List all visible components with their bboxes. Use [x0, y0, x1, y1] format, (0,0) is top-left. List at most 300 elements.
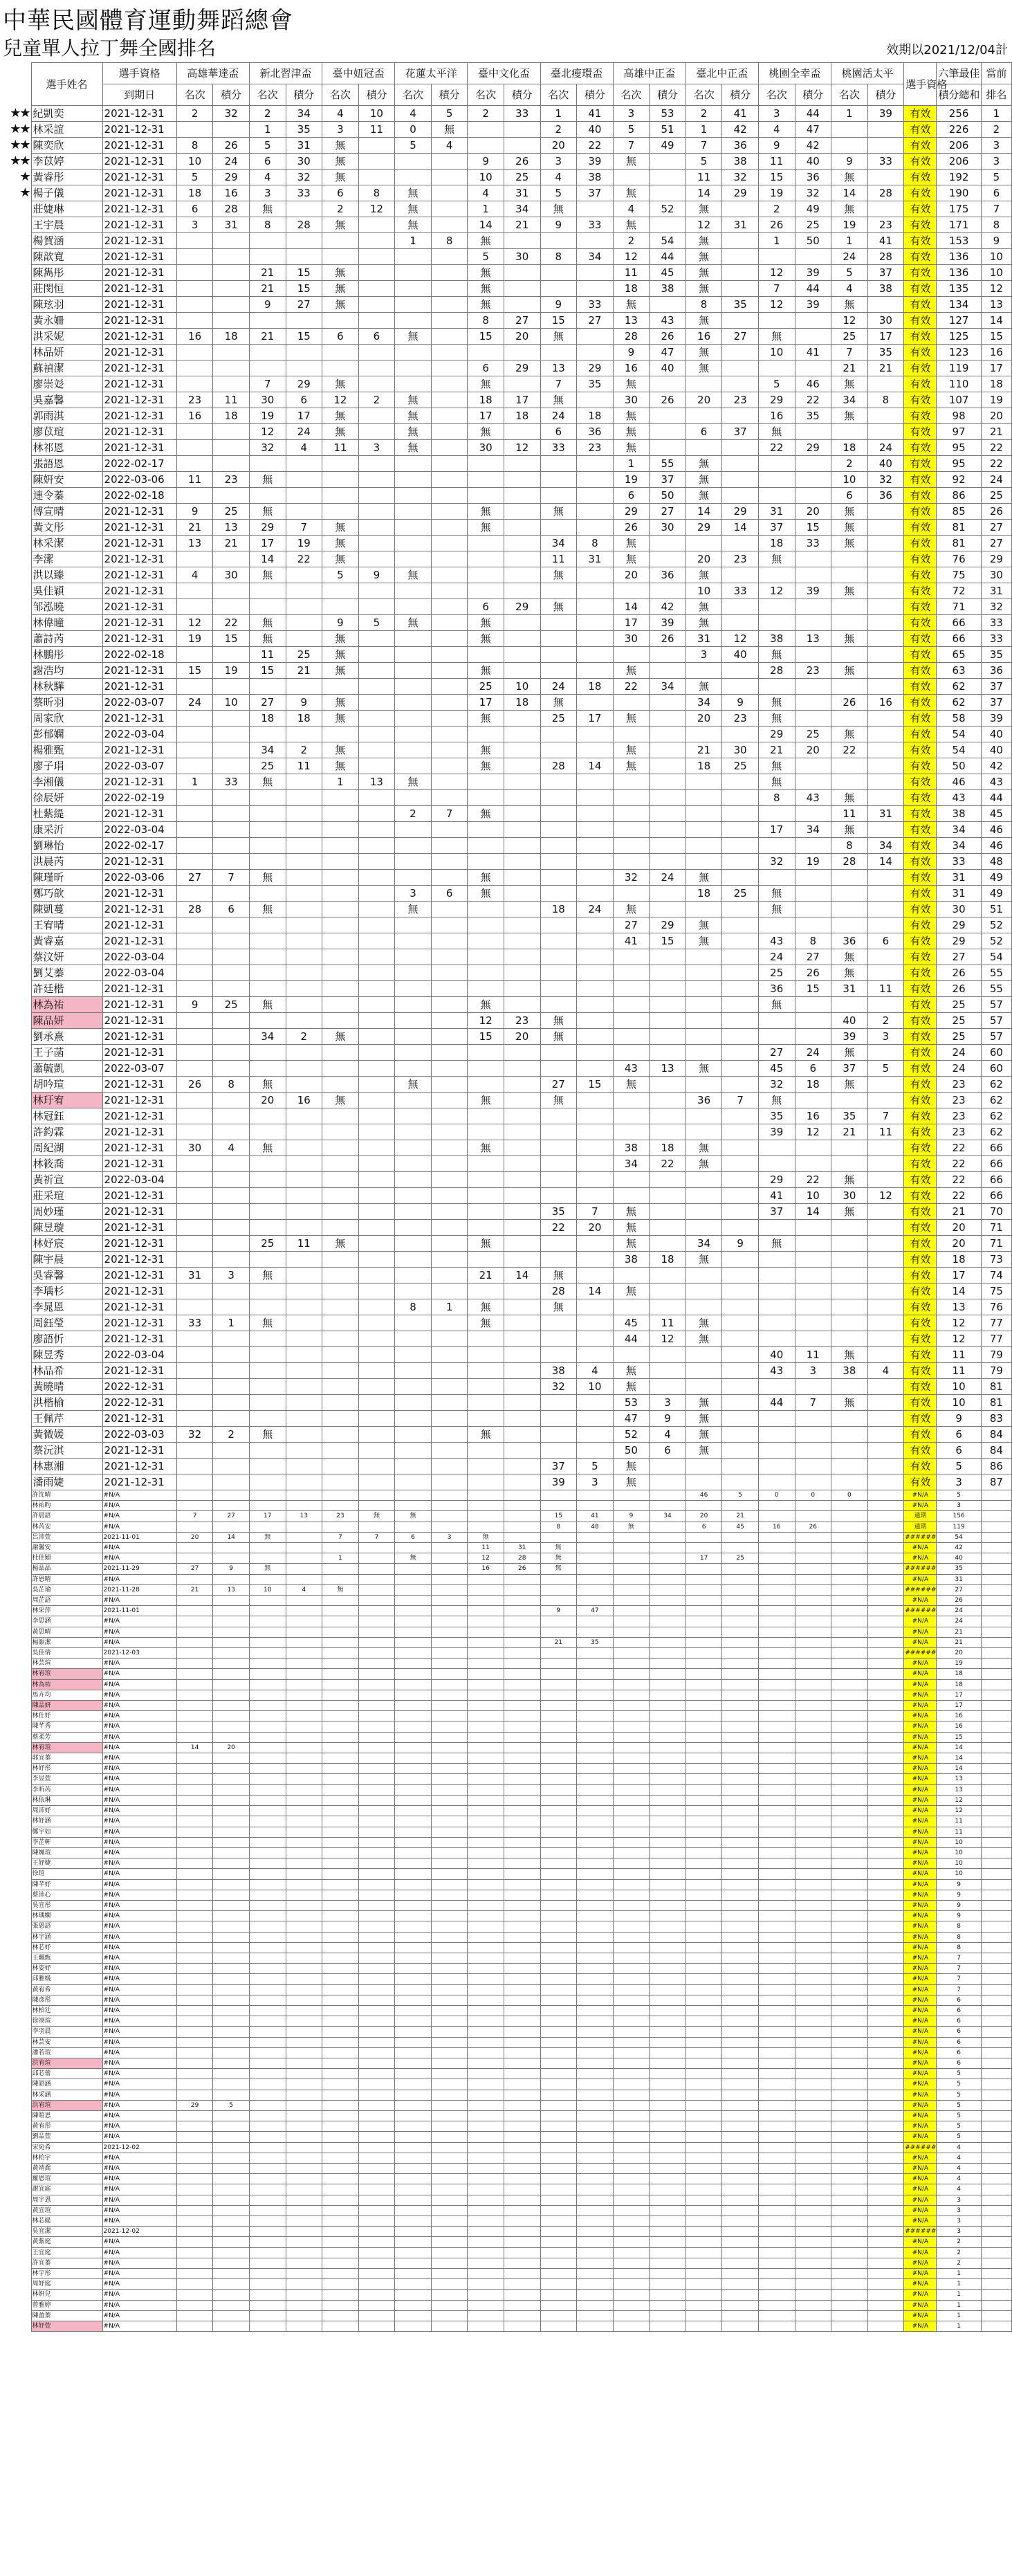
- event-rank: 無: [540, 599, 577, 615]
- event-rank: [249, 2184, 286, 2195]
- event-rank: [540, 2090, 577, 2100]
- qual-date: 2021-12-31: [102, 1220, 176, 1236]
- event-score: [431, 1172, 468, 1188]
- event-rank: [249, 1411, 286, 1427]
- event-score: [504, 2090, 540, 2100]
- event-score: [504, 1837, 540, 1847]
- current-rank: 70: [981, 1204, 1011, 1220]
- best6-total: 3: [937, 2216, 981, 2227]
- event-score: 27: [213, 1511, 250, 1522]
- event-rank: 無: [540, 201, 577, 217]
- current-rank: [981, 2310, 1011, 2321]
- event-rank: [395, 1900, 432, 1910]
- event-rank: 32: [540, 1379, 577, 1395]
- event-rank: 無: [613, 536, 650, 551]
- event-rank: [758, 1459, 795, 1474]
- event-rank: [322, 1900, 359, 1910]
- qualification-status: 有效: [904, 663, 937, 679]
- event-score: [867, 1379, 904, 1395]
- event-rank: [322, 2005, 359, 2016]
- event-rank: [322, 965, 359, 981]
- event-rank: [176, 2016, 213, 2027]
- event-score: [650, 1637, 686, 1647]
- event-score: [867, 122, 904, 138]
- table-row: [0, 2027, 1012, 2037]
- event-rank: 1: [322, 1553, 359, 1564]
- best6-total: 14: [937, 1753, 981, 1764]
- event-rank: [758, 1284, 795, 1299]
- event-rank: [831, 2121, 868, 2132]
- event-score: [431, 1921, 468, 1932]
- event-rank: 17: [468, 695, 504, 711]
- event-score: [213, 1827, 250, 1837]
- score-subheader: 積分: [795, 84, 831, 106]
- event-score: [358, 2174, 395, 2184]
- player-name: 林芸瑄: [31, 1659, 102, 1669]
- event-rank: [395, 981, 432, 997]
- table-row: [0, 154, 1012, 170]
- event-score: [577, 2164, 614, 2174]
- event-rank: [176, 1236, 213, 1252]
- best6-total: 17: [937, 1690, 981, 1700]
- current-rank: 71: [981, 1236, 1011, 1252]
- best6-total: 8: [937, 1921, 981, 1932]
- event-rank: [468, 1721, 504, 1732]
- event-score: [795, 456, 831, 472]
- event-rank: 30: [176, 1140, 213, 1156]
- qual-date: 2021-11-29: [102, 1564, 176, 1574]
- event-score: [358, 2310, 395, 2321]
- event-score: [722, 933, 759, 949]
- best6-total: 127: [937, 313, 981, 329]
- table-row: [0, 1827, 1012, 1837]
- event-rank: [540, 631, 577, 647]
- best6-total: 1: [937, 2290, 981, 2300]
- event-rank: 14: [249, 551, 286, 567]
- event-rank: 8: [758, 790, 795, 806]
- star-marks: [0, 838, 31, 854]
- qual-date: 2021-12-31: [102, 679, 176, 695]
- star-marks: [0, 981, 31, 997]
- event-rank: [249, 1606, 286, 1616]
- event-rank: 17: [613, 615, 650, 631]
- event-rank: 1: [322, 774, 359, 790]
- current-rank: 62: [981, 1108, 1011, 1124]
- qualification-status: 有效: [904, 1427, 937, 1443]
- event-score: [431, 1061, 468, 1077]
- event-rank: 30: [613, 631, 650, 647]
- qual-date: 2022-03-06: [102, 472, 176, 488]
- event-header: 花蓮太平洋: [395, 63, 468, 84]
- event-score: [795, 1459, 831, 1474]
- table-row: [0, 1764, 1012, 1774]
- table-row: [0, 265, 1012, 281]
- event-rank: 無: [395, 185, 432, 201]
- event-rank: 無: [395, 567, 432, 583]
- event-score: 無: [358, 1511, 395, 1522]
- event-rank: [686, 2164, 722, 2174]
- event-score: [650, 2142, 686, 2153]
- event-score: [504, 742, 540, 758]
- event-score: 33: [795, 536, 831, 551]
- event-score: [650, 170, 686, 185]
- event-score: [431, 1900, 468, 1910]
- event-score: [213, 2247, 250, 2258]
- event-rank: [249, 2100, 286, 2110]
- event-score: [795, 2279, 831, 2290]
- event-rank: 無: [540, 329, 577, 345]
- event-score: [867, 1847, 904, 1858]
- event-score: [431, 2121, 468, 2132]
- event-rank: [686, 1869, 722, 1879]
- qualification-status: 有效: [904, 424, 937, 440]
- player-name: 林芮安: [31, 1522, 102, 1532]
- event-score: [577, 774, 614, 790]
- event-rank: [395, 1858, 432, 1869]
- event-rank: [468, 1501, 504, 1511]
- event-score: [650, 1784, 686, 1795]
- event-score: 52: [650, 201, 686, 217]
- event-rank: 30: [249, 392, 286, 408]
- event-score: [867, 1093, 904, 1108]
- event-score: [504, 1331, 540, 1347]
- star-marks: [0, 281, 31, 297]
- event-score: [213, 1331, 250, 1347]
- event-rank: [540, 1627, 577, 1637]
- event-rank: 52: [613, 1427, 650, 1443]
- event-score: [795, 1669, 831, 1679]
- current-rank: [981, 1721, 1011, 1732]
- star-marks: [0, 615, 31, 631]
- event-rank: 34: [686, 695, 722, 711]
- event-score: [577, 2153, 614, 2163]
- event-score: [504, 551, 540, 567]
- event-score: 12: [504, 440, 540, 456]
- event-score: 5: [867, 1061, 904, 1077]
- event-score: [795, 2269, 831, 2279]
- star-marks: [0, 329, 31, 345]
- table-row: [0, 1606, 1012, 1616]
- event-rank: 34: [540, 536, 577, 551]
- event-rank: [613, 1669, 650, 1679]
- event-rank: [831, 1627, 868, 1637]
- event-score: [577, 265, 614, 281]
- current-rank: 81: [981, 1395, 1011, 1411]
- event-score: [650, 2290, 686, 2300]
- qual-date: #N/A: [102, 1921, 176, 1932]
- best6-total: 12: [937, 1806, 981, 1816]
- event-score: [286, 1172, 322, 1188]
- player-name: 廖崇彣: [31, 376, 102, 392]
- event-rank: [540, 2321, 577, 2332]
- event-score: [358, 2205, 395, 2216]
- current-rank: [981, 1890, 1011, 1900]
- event-score: [577, 1858, 614, 1869]
- event-rank: [613, 695, 650, 711]
- current-rank: 18: [981, 376, 1011, 392]
- event-score: 26: [504, 154, 540, 170]
- event-score: 23: [867, 217, 904, 233]
- event-rank: [176, 1911, 213, 1921]
- event-rank: 24: [831, 249, 868, 265]
- qual-date: 2021-12-31: [102, 1252, 176, 1268]
- event-rank: [322, 2300, 359, 2310]
- event-score: [722, 1501, 759, 1511]
- event-score: 21: [213, 536, 250, 551]
- event-score: [213, 1474, 250, 1490]
- qualification-status: #N/A: [904, 1701, 937, 1711]
- event-score: [722, 679, 759, 695]
- current-rank: [981, 1616, 1011, 1627]
- event-score: [286, 933, 322, 949]
- event-rank: [540, 1172, 577, 1188]
- current-rank: [981, 2110, 1011, 2121]
- qual-date: #N/A: [102, 2184, 176, 2195]
- event-rank: [468, 2079, 504, 2090]
- event-rank: 12: [831, 313, 868, 329]
- player-name: 劉艾蓁: [31, 965, 102, 981]
- event-rank: [249, 1995, 286, 2005]
- event-score: [431, 1879, 468, 1890]
- event-rank: [686, 1574, 722, 1584]
- qualification-status: #N/A: [904, 2132, 937, 2142]
- event-rank: [686, 1648, 722, 1659]
- event-score: [431, 2027, 468, 2037]
- event-score: [431, 1837, 468, 1847]
- event-rank: [831, 1236, 868, 1252]
- event-score: [504, 1427, 540, 1443]
- event-score: 35: [722, 297, 759, 313]
- event-score: [358, 1029, 395, 1045]
- event-rank: [758, 1953, 795, 1963]
- star-marks: [0, 2047, 31, 2058]
- event-score: [867, 647, 904, 663]
- event-rank: [395, 2100, 432, 2110]
- event-score: [577, 1659, 614, 1669]
- event-score: [795, 997, 831, 1013]
- qual-date: 2021-12-31: [102, 1013, 176, 1029]
- event-score: [213, 456, 250, 472]
- event-score: [504, 281, 540, 297]
- event-rank: [395, 1847, 432, 1858]
- event-rank: [831, 2153, 868, 2163]
- event-score: [358, 536, 395, 551]
- event-rank: [686, 2216, 722, 2227]
- event-rank: [686, 1501, 722, 1511]
- event-rank: [176, 1061, 213, 1077]
- qual-date: 2021-12-31: [102, 615, 176, 631]
- event-rank: [468, 647, 504, 663]
- event-rank: [176, 2142, 213, 2153]
- event-rank: [176, 1648, 213, 1659]
- qual-date: #N/A: [102, 1911, 176, 1921]
- event-rank: [613, 1932, 650, 1942]
- event-score: [286, 1156, 322, 1172]
- event-rank: [831, 1921, 868, 1932]
- event-rank: [322, 2132, 359, 2142]
- table-row: [0, 1459, 1012, 1474]
- event-rank: 12: [758, 583, 795, 599]
- event-score: [358, 1911, 395, 1921]
- event-rank: [395, 1806, 432, 1816]
- player-name: 蘇禎潔: [31, 360, 102, 376]
- event-rank: [613, 1045, 650, 1061]
- event-rank: [249, 1347, 286, 1363]
- event-score: [286, 949, 322, 965]
- event-score: [358, 854, 395, 870]
- event-score: [358, 711, 395, 727]
- event-score: 49: [795, 201, 831, 217]
- event-score: [577, 1061, 614, 1077]
- event-rank: [613, 1784, 650, 1795]
- qualification-status: #N/A: [904, 1858, 937, 1869]
- event-score: [286, 567, 322, 583]
- event-score: [431, 329, 468, 345]
- event-score: [504, 1395, 540, 1411]
- event-rank: [758, 1742, 795, 1753]
- event-score: [795, 2121, 831, 2132]
- table-row: [0, 647, 1012, 663]
- best6-total: 6: [937, 2016, 981, 2027]
- event-score: [358, 1411, 395, 1427]
- event-rank: 無: [322, 424, 359, 440]
- qual-date: #N/A: [102, 1669, 176, 1679]
- qualification-status: #N/A: [904, 1596, 937, 1606]
- qualification-status: #N/A: [904, 2058, 937, 2068]
- event-score: 29: [722, 504, 759, 520]
- event-score: [213, 1869, 250, 1879]
- event-rank: 26: [831, 695, 868, 711]
- event-score: [867, 1532, 904, 1542]
- best6-total: 10: [937, 1847, 981, 1858]
- qualification-status: 有效: [904, 1284, 937, 1299]
- event-score: [577, 504, 614, 520]
- event-score: 21: [722, 1511, 759, 1522]
- event-score: [650, 1921, 686, 1932]
- event-score: [867, 1284, 904, 1299]
- event-score: [431, 424, 468, 440]
- qual-date: #N/A: [102, 2321, 176, 2332]
- event-rank: [468, 2247, 504, 2258]
- event-score: [213, 1284, 250, 1299]
- star-marks: [0, 456, 31, 472]
- event-rank: 29: [613, 504, 650, 520]
- event-score: [213, 1411, 250, 1427]
- table-row: [0, 2132, 1012, 2142]
- event-score: [867, 2110, 904, 2121]
- event-rank: [831, 1995, 868, 2005]
- qual-date: 2021-12-31: [102, 217, 176, 233]
- event-rank: [395, 1284, 432, 1299]
- event-score: [867, 663, 904, 679]
- event-rank: [831, 1616, 868, 1627]
- event-score: [504, 2227, 540, 2237]
- player-name: 蕭毓凱: [31, 1061, 102, 1077]
- event-score: [431, 1474, 468, 1490]
- qual-date: 2021-12-31: [102, 774, 176, 790]
- current-rank: [981, 2279, 1011, 2290]
- event-score: [286, 2321, 322, 2332]
- event-rank: [249, 1459, 286, 1474]
- event-rank: 21: [831, 360, 868, 376]
- table-row: [0, 917, 1012, 933]
- event-score: [795, 2290, 831, 2300]
- event-score: [867, 1236, 904, 1252]
- player-name: 林宇彤: [31, 2269, 102, 2279]
- event-score: [867, 583, 904, 599]
- event-score: [795, 424, 831, 440]
- event-score: [650, 1669, 686, 1679]
- event-rank: 無: [322, 281, 359, 297]
- event-score: 21: [286, 663, 322, 679]
- star-marks: [0, 1379, 31, 1395]
- best6-total: 24: [937, 1616, 981, 1627]
- event-score: 0: [795, 1490, 831, 1501]
- star-marks: [0, 2027, 31, 2037]
- event-score: 40: [650, 360, 686, 376]
- event-rank: [395, 758, 432, 774]
- event-score: [358, 663, 395, 679]
- event-rank: [395, 456, 432, 472]
- star-marks: [0, 1522, 31, 1532]
- event-score: [722, 1953, 759, 1963]
- event-rank: [831, 1522, 868, 1532]
- player-name: 黃永姍: [31, 313, 102, 329]
- qualification-status: #N/A: [904, 2069, 937, 2079]
- event-rank: [176, 1459, 213, 1474]
- event-score: [213, 1932, 250, 1942]
- event-rank: [176, 1837, 213, 1847]
- star-marks: [0, 1443, 31, 1459]
- event-rank: [249, 456, 286, 472]
- event-score: [286, 1627, 322, 1637]
- event-score: [722, 1942, 759, 1953]
- qual-date: #N/A: [102, 1511, 176, 1522]
- event-rank: [686, 2100, 722, 2110]
- event-rank: [540, 1995, 577, 2005]
- current-rank: 45: [981, 806, 1011, 822]
- event-rank: [176, 1690, 213, 1700]
- event-rank: [613, 2037, 650, 2047]
- event-rank: [468, 1522, 504, 1532]
- star-marks: [0, 1921, 31, 1932]
- event-rank: [176, 1443, 213, 1459]
- event-rank: [613, 2110, 650, 2121]
- event-rank: [468, 1474, 504, 1490]
- qual-date: 2021-12-31: [102, 408, 176, 424]
- player-name: 謝宜庭: [31, 2184, 102, 2195]
- event-score: [431, 2164, 468, 2174]
- event-score: [358, 1795, 395, 1805]
- best6-total: 30: [937, 902, 981, 917]
- player-name: 林采潔: [31, 536, 102, 551]
- event-score: [722, 2205, 759, 2216]
- event-rank: [831, 1379, 868, 1395]
- event-score: 30: [867, 313, 904, 329]
- event-rank: [395, 1395, 432, 1411]
- event-rank: [540, 2184, 577, 2195]
- event-rank: [468, 1816, 504, 1827]
- event-rank: 13: [176, 536, 213, 551]
- qual-date: #N/A: [102, 1774, 176, 1784]
- event-rank: [613, 1974, 650, 1984]
- current-rank: 46: [981, 822, 1011, 838]
- event-score: 32: [213, 106, 250, 122]
- event-rank: [613, 1995, 650, 2005]
- event-score: [795, 1543, 831, 1553]
- event-rank: 無: [249, 997, 286, 1013]
- event-score: [431, 838, 468, 854]
